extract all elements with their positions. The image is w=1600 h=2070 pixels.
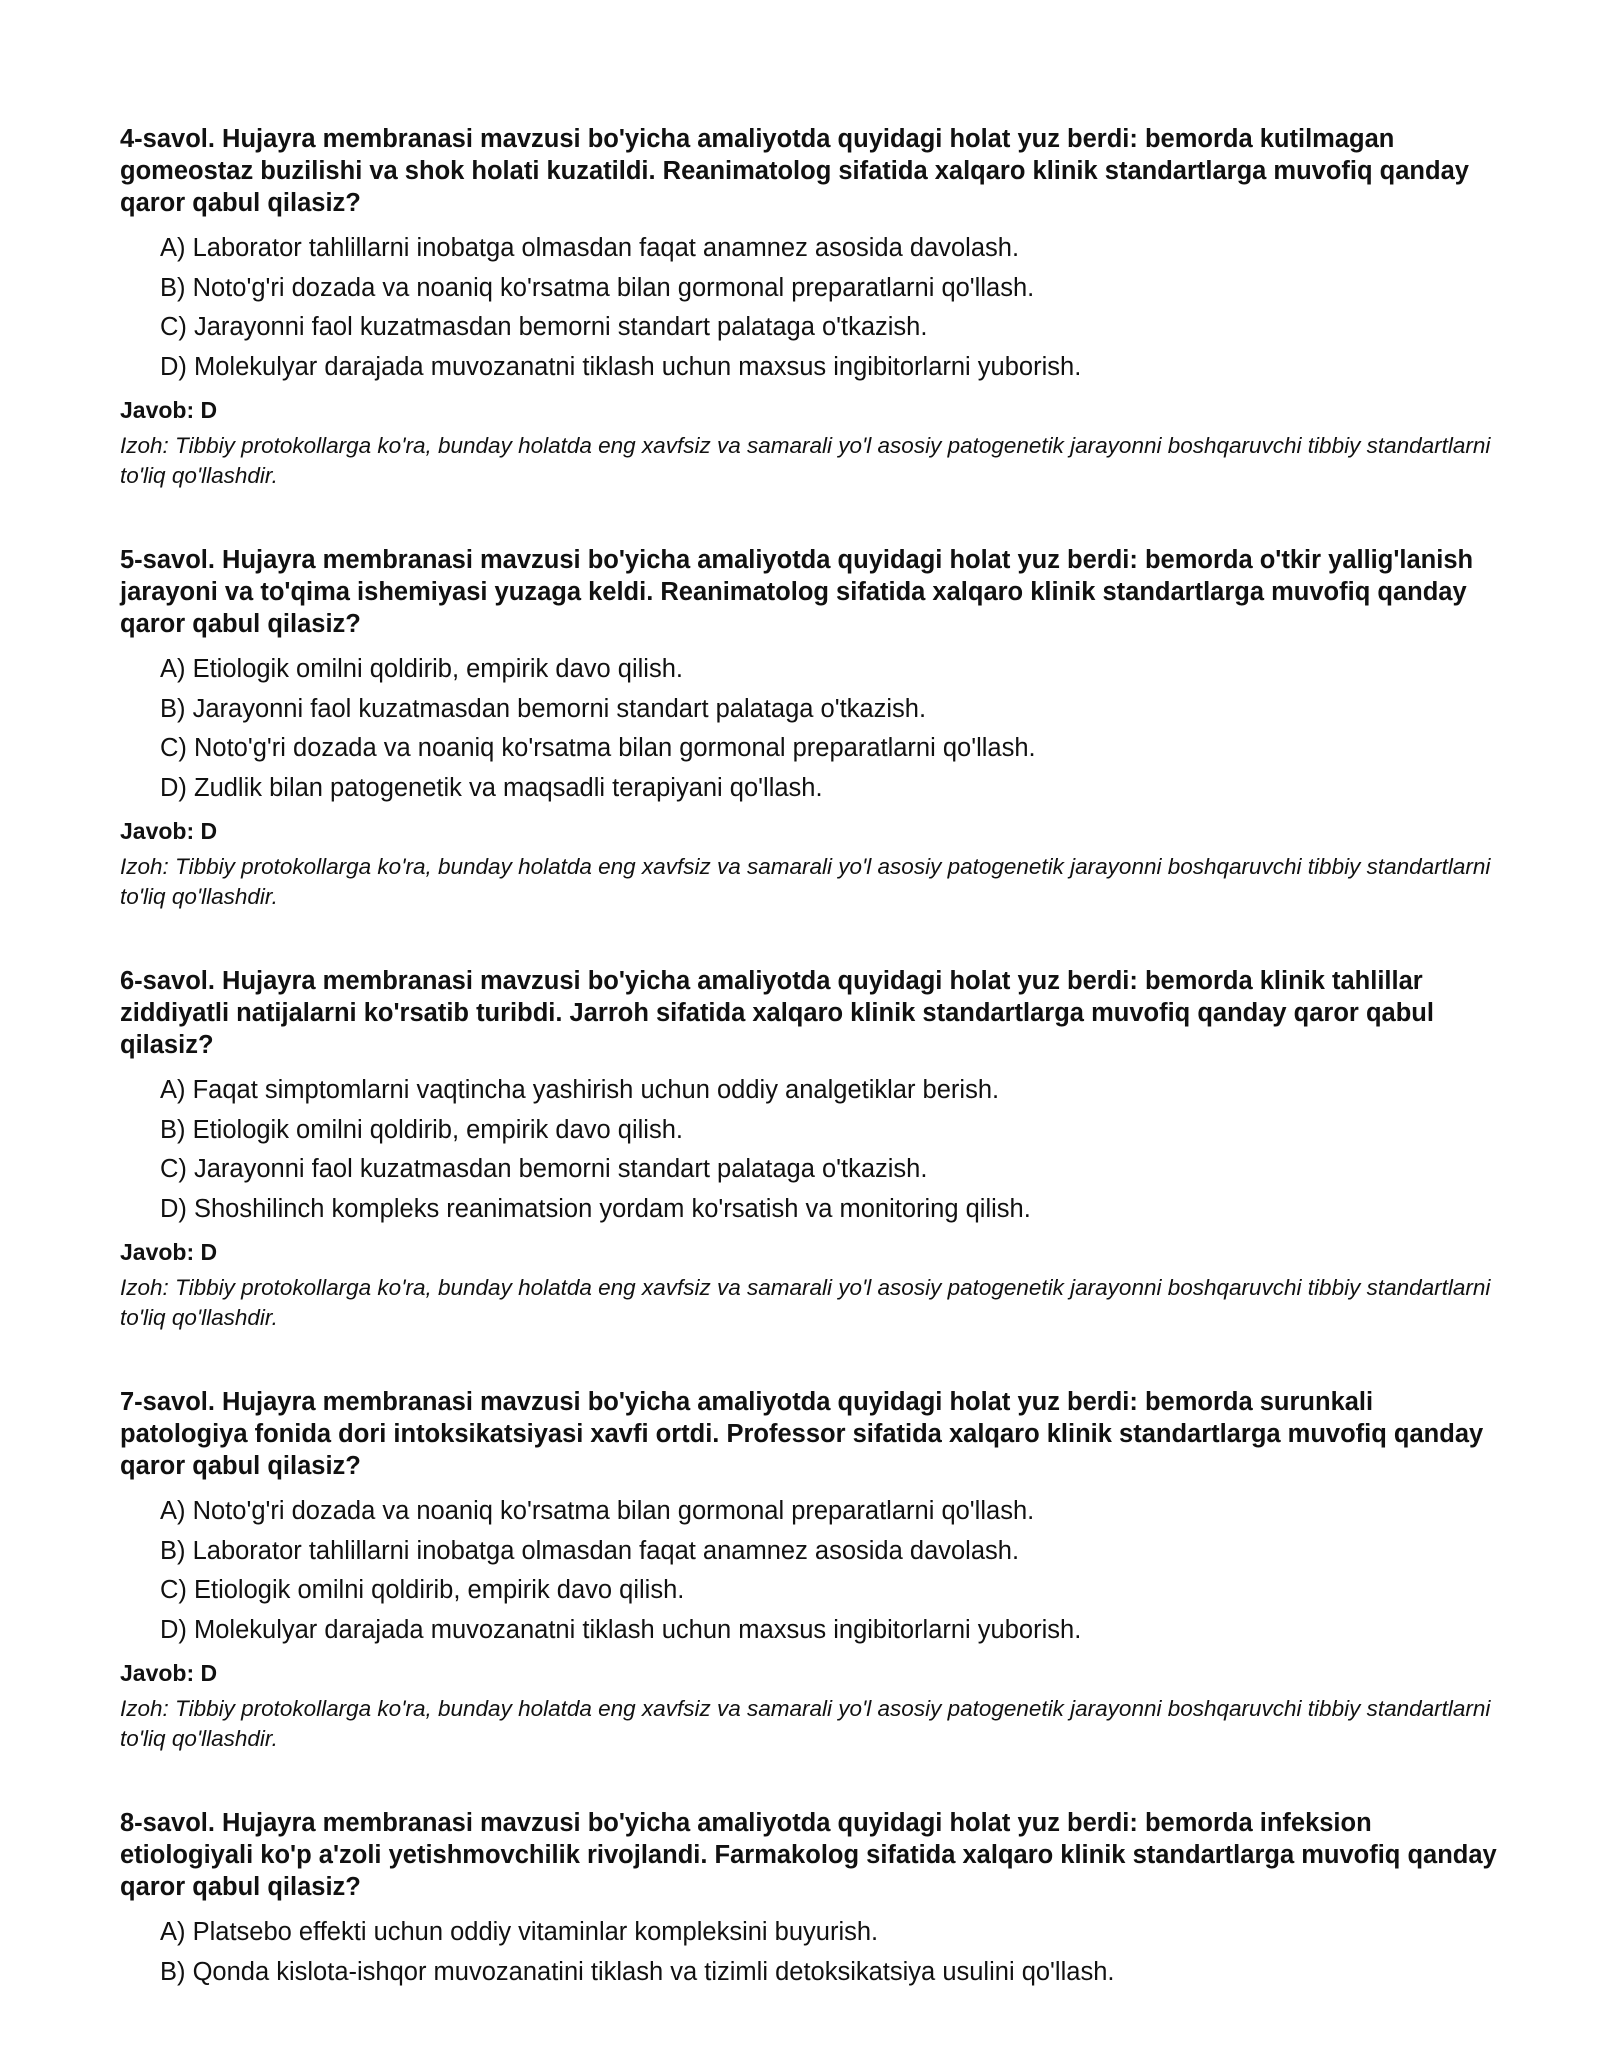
answer-line: Javob: D [120,1239,218,1265]
options-list [120,229,1500,387]
question-5 [120,544,1500,912]
option-a: A) Platsebo effekti uchun oddiy vitaminlar kompleksini buyurish. [160,1918,879,1946]
question-text: 8-savol. Hujayra membranasi mavzusi bo'yicha amaliyotda quyidagi holat yuz berdi: bemorda infeksion etiologiyali ko'p a'zoli yetishmovchilik rivojlandi. Farmakolog sifatida xalqaro klinik standartlarga muvofiq qanday qaror qabul qilasiz? [120,1809,1497,1901]
option-c: C) Jarayonni faol kuzatmasdan bemorni standart palataga o'tkazish. [160,313,928,341]
options-list [120,650,1500,808]
option-b: B) Jarayonni faol kuzatmasdan bemorni standart palataga o'tkazish. [160,694,927,723]
options-list [120,1913,1500,1992]
option-d: D) Molekulyar darajada muvozanatni tiklash uchun maxsus ingibitorlarni yuborish. [160,352,1082,381]
option-b: B) Laborator tahlillarni inobatga olmasdan faqat anamnez asosida davolash. [160,1536,1020,1565]
document-page [120,123,1500,2045]
explanation-note: Izoh: Tibbiy protokollarga ko'ra, bunday holatda eng xavfsiz va samarali yo'l asosiy patogenetik jarayonni boshqaruvchi tibbiy standartlarni to'liq qo'llashdir. [120,854,1491,909]
question-6 [120,965,1500,1333]
option-a: A) Noto'g'ri dozada va noaniq ko'rsatma bilan gormonal preparatlarni qo'llash. [160,1497,1035,1525]
question-8 [120,1807,1500,1992]
option-c: C) Etiologik omilni qoldirib, empirik davo qilish. [160,1576,685,1604]
answer-line: Javob: D [120,818,218,844]
answer-line: Javob: D [120,397,218,423]
option-b: B) Etiologik omilni qoldirib, empirik davo qilish. [160,1115,683,1144]
question-7 [120,1386,1500,1754]
option-a: A) Etiologik omilni qoldirib, empirik davo qilish. [160,655,683,683]
option-a: A) Faqat simptomlarni vaqtincha yashirish uchun oddiy analgetiklar berish. [160,1076,1000,1104]
option-b: B) Qonda kislota-ishqor muvozanatini tiklash va tizimli detoksikatsiya usulini qo'llash. [160,1957,1115,1986]
explanation-note: Izoh: Tibbiy protokollarga ko'ra, bunday holatda eng xavfsiz va samarali yo'l asosiy patogenetik jarayonni boshqaruvchi tibbiy standartlarni to'liq qo'llashdir. [120,433,1491,488]
question-4 [120,123,1500,491]
options-list [120,1071,1500,1229]
question-text: 4-savol. Hujayra membranasi mavzusi bo'yicha amaliyotda quyidagi holat yuz berdi: bemorda kutilmagan gomeostaz buzilishi va shok holati kuzatildi. Reanimatolog sifatida xalqaro klinik standartlarga muvofiq qanday qaror qabul qilasiz? [120,125,1469,217]
question-text: 7-savol. Hujayra membranasi mavzusi bo'yicha amaliyotda quyidagi holat yuz berdi: bemorda surunkali patologiya fonida dori intoksikatsiyasi xavfi ortdi. Professor sifatida xalqaro klinik standartlarga muvofiq qanday qaror qabul qilasiz? [120,1388,1484,1480]
answer-line: Javob: D [120,1660,218,1686]
option-d: D) Molekulyar darajada muvozanatni tiklash uchun maxsus ingibitorlarni yuborish. [160,1615,1082,1644]
option-a: A) Laborator tahlillarni inobatga olmasdan faqat anamnez asosida davolash. [160,234,1020,262]
question-text: 6-savol. Hujayra membranasi mavzusi bo'yicha amaliyotda quyidagi holat yuz berdi: bemorda klinik tahlillar ziddiyatli natijalarni ko'rsatib turibdi. Jarroh sifatida xalqaro klinik standartlarga muvofiq qanday qaror qabul qilasiz? [120,967,1434,1059]
options-list [120,1492,1500,1650]
option-d: D) Shoshilinch kompleks reanimatsion yordam ko'rsatish va monitoring qilish. [160,1194,1031,1223]
option-c: C) Noto'g'ri dozada va noaniq ko'rsatma bilan gormonal preparatlarni qo'llash. [160,734,1036,762]
option-b: B) Noto'g'ri dozada va noaniq ko'rsatma bilan gormonal preparatlarni qo'llash. [160,273,1035,302]
explanation-note: Izoh: Tibbiy protokollarga ko'ra, bunday holatda eng xavfsiz va samarali yo'l asosiy patogenetik jarayonni boshqaruvchi tibbiy standartlarni to'liq qo'llashdir. [120,1275,1491,1330]
option-c: C) Jarayonni faol kuzatmasdan bemorni standart palataga o'tkazish. [160,1155,928,1183]
option-d: D) Zudlik bilan patogenetik va maqsadli terapiyani qo'llash. [160,773,823,802]
question-text: 5-savol. Hujayra membranasi mavzusi bo'yicha amaliyotda quyidagi holat yuz berdi: bemorda o'tkir yallig'lanish jarayoni va to'qima ishemiyasi yuzaga keldi. Reanimatolog sifatida xalqaro klinik standartlarga muvofiq qanday qaror qabul qilasiz? [120,546,1474,638]
explanation-note: Izoh: Tibbiy protokollarga ko'ra, bunday holatda eng xavfsiz va samarali yo'l asosiy patogenetik jarayonni boshqaruvchi tibbiy standartlarni to'liq qo'llashdir. [120,1696,1491,1751]
